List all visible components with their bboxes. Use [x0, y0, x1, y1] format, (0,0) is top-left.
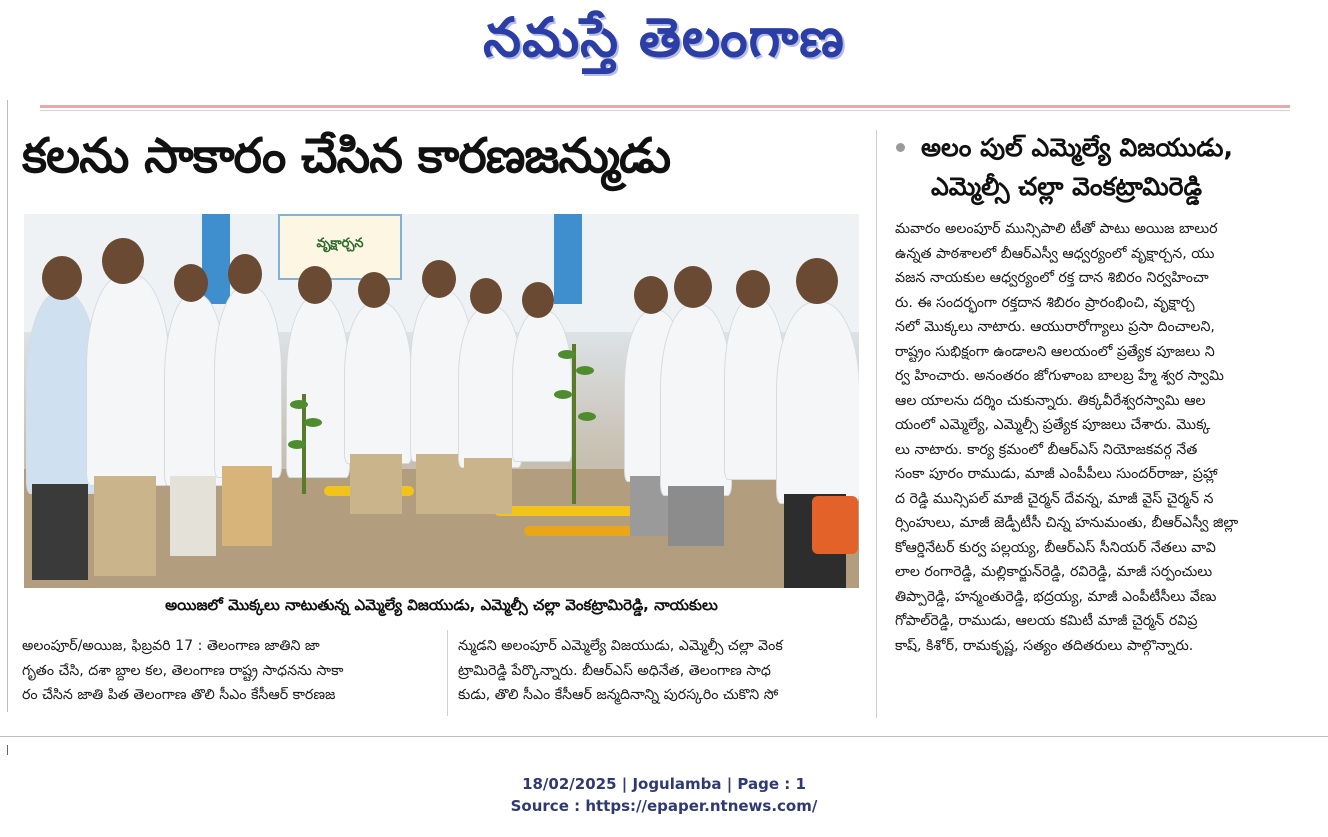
article-headline: కలను సాకారం చేసిన కారణజన్ముడు	[22, 128, 671, 184]
sidebar-heading	[896, 128, 1316, 206]
article-line: రం చేసిన జాతి పిత తెలంగాణ తొలి సీఎం కేసీఆర్ కారణజ	[22, 687, 336, 703]
page-left-border	[7, 100, 8, 712]
sapling-leaf	[576, 366, 594, 375]
sapling-leaf	[578, 412, 596, 421]
footer-date-edition: 18/02/2025 | Jogulamba | Page : 1	[522, 775, 806, 793]
article-line: గోపాల్‌రెడ్డి, రాముడు, ఆలయ కమిటీ మాజీ చైర్మన్ రవిప్ర	[895, 613, 1198, 629]
article-line: రాష్ట్రం సుభిక్షంగా ఉండాలని ఆలయంలో ప్రత్యేక పూజలు ని	[895, 343, 1215, 360]
person-head	[674, 266, 712, 308]
footer-rule	[0, 736, 1328, 737]
article-line: అలంపూర్/అయిజ, ఫిబ్రవరి 17 : తెలంగాణ జాతిని జా	[22, 638, 320, 654]
person-head	[174, 264, 208, 302]
person-pants	[416, 454, 464, 514]
photo-caption: అయిజలో మొక్కలు నాటుతున్న ఎమ్మెల్యే విజయుడు, ఎమ్మెల్సీ చల్లా వెంకట్రామిరెడ్డి, నాయకులు	[165, 596, 718, 614]
margin-tick	[7, 745, 8, 755]
person-head	[634, 276, 668, 314]
sapling-leaf	[288, 440, 306, 449]
masthead-rule-thin	[40, 110, 1290, 111]
person-head	[736, 270, 770, 308]
column-divider	[876, 130, 877, 718]
person-head	[298, 266, 332, 304]
person-head	[42, 256, 82, 300]
person-pants	[350, 454, 402, 514]
article-line: నలో మొక్కలు నాటారు. ఆయురారోగ్యాలు ప్రసా దించాలని,	[895, 319, 1215, 335]
article-line: మవారం అలంపూర్ మున్సిపాలి టీతో పాటు అయిజ బాలుర	[895, 221, 1218, 237]
article-line: యంలో ఎమ్మెల్యే, ఎమ్మెల్సీ ప్రత్యేక పూజలు చేశారు. మొక్క	[895, 417, 1211, 433]
person	[512, 310, 572, 462]
article-line: న్ముడని అలంపూర్ ఎమ్మెల్యే విజయుడు, ఎమ్మెల్సీ చల్లా వెంక	[458, 638, 783, 654]
article-line: కోఆర్డినేటర్ కుర్వ పల్లయ్య, బీఆర్ఎస్ సీనియర్ నేతలు వావి	[895, 539, 1216, 556]
masthead	[0, 0, 1328, 86]
article-line: ర్సింహులు, మాజీ జెడ్పీటీసీ చిన్న హనుమంతు, బీఆర్ఎస్వీ జిల్లా	[895, 515, 1239, 531]
text-column-divider	[447, 630, 448, 716]
person	[660, 304, 732, 496]
photo-pillar	[554, 214, 582, 304]
person-pants	[170, 476, 216, 556]
sapling	[572, 344, 576, 504]
article-line: ర్వ హించారు. అనంతరం జోగుళాంబ బాలబ్ర హ్మే శ్వర స్వామి	[895, 368, 1224, 384]
newspaper-logo: నమస్తే తెలంగాణ	[483, 6, 845, 69]
article-line: తిప్పారెడ్డి, హన్మంతురెడ్డి, భద్రయ్య, మాజీ ఎంపీటీసీలు వేణు	[895, 588, 1217, 605]
article-column-2	[458, 634, 868, 708]
page-footer	[0, 773, 1328, 817]
sapling-leaf	[558, 350, 576, 359]
flower-garland	[812, 496, 858, 554]
article-line: సంకా పూరం రాముడు, మాజీ ఎంపీపీలు సుందర్‌రాజు, ప్రహ్లా	[895, 466, 1218, 482]
person-head	[422, 260, 456, 298]
article-line: ట్రామిరెడ్డి పేర్కొన్నారు. బీఆర్ఎస్ అధినేత, తెలంగాణ సాధ	[458, 662, 771, 679]
person	[776, 302, 859, 504]
person-pants	[464, 458, 512, 514]
article-line: లు నాటారు. కార్య క్రమంలో బీఆర్ఎస్ నియోజకవర్గ నేత	[895, 441, 1198, 458]
person	[86, 274, 170, 486]
sidebar-heading-line-1: అలం పుల్ ఎమ్మెల్యే విజయుడు,	[921, 133, 1233, 162]
person-head	[522, 282, 554, 318]
article-line: కాష్, కిశోర్, రామకృష్ణ, సత్యం తదితరులు పాల్గొన్నారు.	[895, 637, 1194, 654]
person-pants	[32, 484, 88, 580]
article-line: గృతం చేసి, దశా బ్దాల కల, తెలంగాణ రాష్ట్ర సాధనను సాకా	[22, 662, 344, 679]
person-pants	[668, 486, 724, 546]
person-head	[102, 238, 144, 284]
article-line: వజన నాయకుల ఆధ్వర్యంలో రక్త దాన శిబిరం నిర్వహించా	[895, 270, 1209, 286]
person-head	[358, 272, 390, 308]
person-pants	[222, 466, 272, 546]
article-line: రు. ఈ సందర్భంగా రక్తదాన శిబిరం ప్రారంభించి, వృక్షార్చ	[895, 294, 1195, 311]
person	[214, 286, 282, 478]
person	[344, 302, 412, 464]
article-line: ఉన్నత పాఠశాలలో బీఆర్ఎస్వీ ఆధ్వర్యంలో వృక్షార్చన, యు	[895, 245, 1215, 262]
person-head	[796, 258, 838, 304]
article-column-1	[22, 634, 437, 708]
article-line: కుడు, తొలి సీఎం కేసీఆర్ జన్మదినాన్ని పురస్కరిం చుకొని సో	[458, 687, 779, 703]
article-column-3	[895, 217, 1305, 658]
person-pants	[94, 476, 156, 576]
person-head	[228, 254, 262, 294]
footer-source: Source : https://epaper.ntnews.com/	[510, 797, 818, 815]
sapling-leaf	[290, 400, 308, 409]
sapling-leaf	[554, 390, 572, 399]
article-line: ఆల యాలను దర్శిం చుకున్నారు. తిక్కవీరేశ్వరస్వామి ఆల	[895, 392, 1206, 409]
article-line: లాల రంగారెడ్డి, మల్లికార్జున్‌రెడ్డి, రవిరెడ్డి, మాజీ సర్పంచులు	[895, 564, 1213, 580]
person-head	[470, 278, 502, 314]
sapling-leaf	[304, 418, 322, 427]
sidebar-heading-line-2: ఎమ్మెల్సీ చల్లా వెంకట్రామిరెడ్డి	[931, 172, 1202, 201]
banner-text: వృక్షార్చన	[316, 236, 364, 251]
bullet-icon	[896, 143, 905, 152]
article-photo	[24, 214, 859, 588]
photo-banner	[278, 214, 402, 280]
person	[286, 296, 350, 478]
article-line: ద రెడ్డి మున్సిపల్ మాజీ చైర్మన్ దేవన్న, మాజీ వైస్ చైర్మన్ న	[895, 490, 1214, 507]
masthead-rule	[40, 105, 1290, 108]
